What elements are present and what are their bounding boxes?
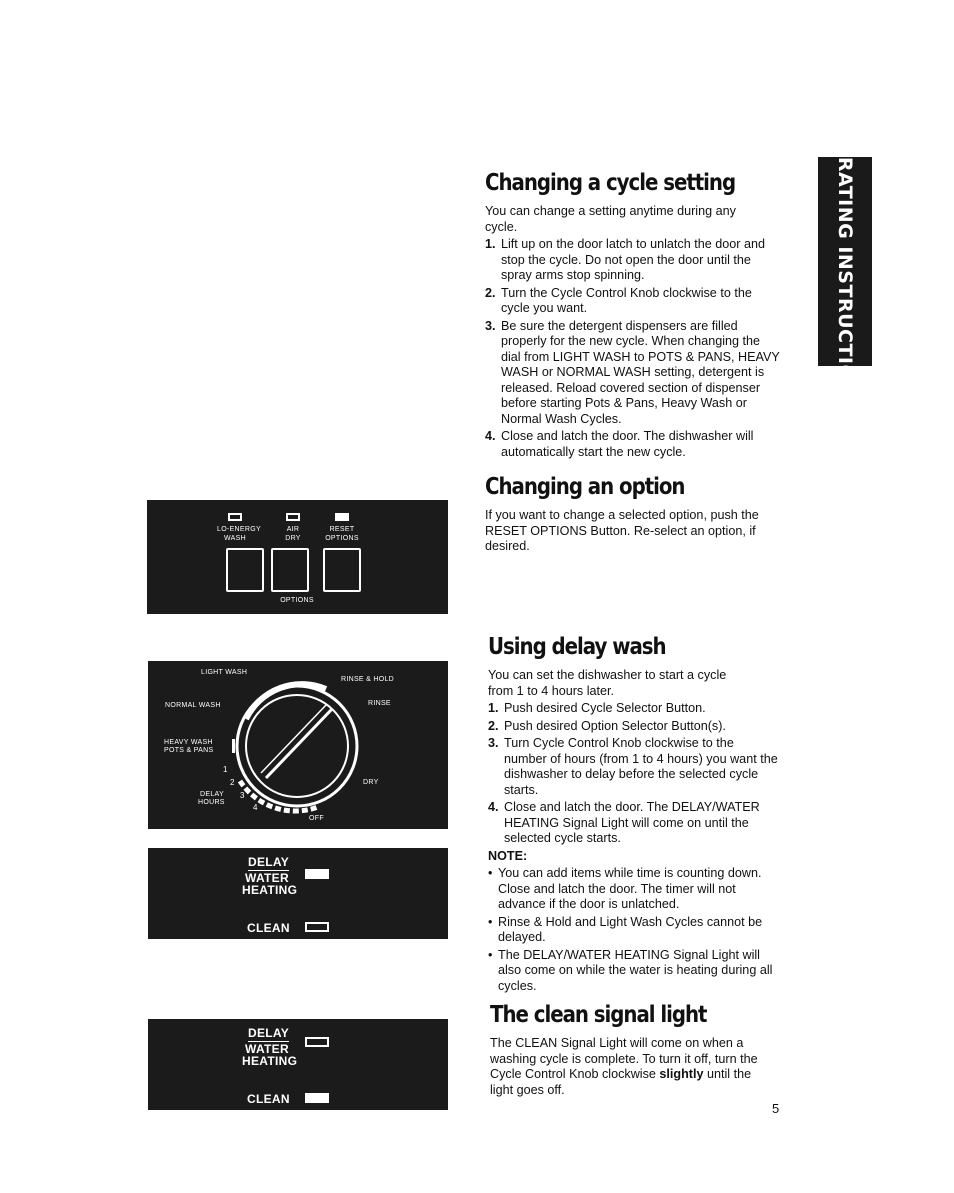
list-item: 4. Close and latch the door. The DELAY/WATER HEATING Signal Light will come on until the selected cycle starts. — [488, 800, 760, 845]
delay-label: DELAY — [248, 855, 290, 869]
list-item: • Rinse & Hold and Light Wash Cycles cannot be delayed. — [488, 914, 763, 944]
section-side-tab — [818, 111, 872, 412]
changing-cycle-intro: You can change a setting anytime during any cycle. — [485, 204, 736, 234]
changing-cycle-title: Changing a cycle setting — [485, 170, 736, 196]
water-label: WATER — [245, 1042, 289, 1056]
clean-signal-text: The CLEAN Signal Light will come on when a washing cycle is complete. To turn it off, turn the Cycle Control Knob clockwise slightly until the light goes off. — [490, 1036, 758, 1097]
delay-water-heating-light-icon — [305, 869, 329, 879]
dial-light-wash-label: LIGHT WASH — [201, 669, 248, 676]
list-item: 2. Turn the Cycle Control Knob clockwise to the cycle you want. — [485, 285, 752, 315]
air-dry-indicator-icon — [286, 513, 300, 521]
dial-hours-label: HOURS — [198, 799, 225, 806]
delay-wash-section — [488, 634, 788, 996]
side-tab-label: OPERATING INSTRUCTIONS — [834, 111, 856, 412]
reset-options-button[interactable] — [323, 548, 361, 592]
signal-panel-delay-on — [148, 848, 448, 939]
dial-off-label: OFF — [309, 815, 324, 822]
list-item: 4. Close and latch the door. The dishwasher will automatically start the new cycle. — [485, 429, 754, 459]
list-item: 3. Be sure the detergent dispensers are filled properly for the new cycle. When changing the dial from LIGHT WASH to POTS & PANS, HEAVY WASH or NORMAL WASH setting, detergent is released. Reload covered section of dispenser before starting Pots & Pans, Heavy Wash or Normal Wash Cycles. — [485, 318, 780, 426]
lo-energy-wash-button[interactable] — [226, 548, 264, 592]
options-panel-illustration — [147, 500, 448, 614]
list-item: • You can add items while time is counting down. Close and latch the door. The timer will not advance if the door is unlatched. — [488, 866, 762, 911]
dial-pointer — [266, 709, 332, 778]
options-footer-label: OPTIONS — [280, 597, 314, 604]
cycle-dial-panel-illustration — [148, 661, 448, 829]
clean-signal-section — [490, 1002, 780, 1098]
dial-hour-1-label: 1 — [223, 765, 228, 774]
changing-cycle-section — [485, 170, 785, 462]
note-label: NOTE: — [488, 848, 528, 863]
water-label: WATER — [245, 871, 289, 885]
dial-rinse-hold-label: RINSE & HOLD — [341, 676, 394, 683]
changing-cycle-steps — [485, 237, 780, 460]
dial-hour-4-label: 4 — [253, 803, 258, 812]
clean-light-icon — [305, 922, 329, 932]
page-number: 5 — [772, 1101, 780, 1116]
dial-pointer-edge — [261, 704, 327, 773]
delay-wash-intro: You can set the dishwasher to start a cycle from 1 to 4 hours later. — [488, 668, 727, 698]
dial-pots-pans-label: POTS & PANS — [164, 747, 214, 754]
dial-hour-3-label: 3 — [240, 791, 245, 800]
list-item: 3. Turn Cycle Control Knob clockwise to the number of hours (from 1 to 4 hours) you want the dishwasher to delay before the selected cycle starts. — [488, 736, 778, 797]
clean-label: CLEAN — [247, 921, 290, 935]
heating-label: HEATING — [242, 883, 298, 897]
dial-heavy-wash-label: HEAVY WASH — [164, 739, 213, 746]
heating-label: HEATING — [242, 1054, 298, 1068]
delay-wash-steps — [488, 701, 780, 847]
lo-energy-wash-label: LO-ENERGY WASH — [217, 526, 261, 542]
dial-hour-2-label: 2 — [230, 778, 235, 787]
lo-energy-indicator-icon — [228, 513, 242, 521]
dial-dry-label: DRY — [363, 779, 379, 786]
clean-light-icon — [305, 1093, 329, 1103]
list-item: 1. Push desired Cycle Selector Button. — [488, 701, 706, 715]
delay-wash-title: Using delay wash — [488, 634, 666, 660]
clean-signal-title: The clean signal light — [490, 1002, 707, 1028]
delay-label: DELAY — [248, 1026, 290, 1040]
signal-panel-clean-on — [148, 1019, 448, 1110]
reset-options-label: RESET OPTIONS — [325, 526, 359, 542]
air-dry-label: AIR DRY — [285, 526, 301, 542]
dial-normal-wash-label: NORMAL WASH — [165, 702, 221, 709]
dial-delay-label: DELAY — [200, 791, 224, 798]
delay-wash-notes — [488, 866, 780, 994]
clean-label: CLEAN — [247, 1092, 290, 1106]
changing-option-intro: If you want to change a selected option, push the RESET OPTIONS Button. Re-select an option, if desired. — [485, 508, 759, 553]
reset-options-indicator-icon — [335, 513, 349, 521]
changing-option-title: Changing an option — [485, 474, 685, 500]
list-item: 2. Push desired Option Selector Button(s). — [488, 718, 726, 733]
dial-heavy-wash-mark — [232, 739, 235, 753]
changing-option-section — [485, 474, 785, 555]
list-item: • The DELAY/WATER HEATING Signal Light will also come on while the water is heating during all cycles. — [488, 947, 773, 993]
air-dry-button[interactable] — [271, 548, 309, 592]
delay-water-heating-light-icon — [305, 1037, 329, 1047]
dial-rinse-label: RINSE — [368, 700, 391, 707]
list-item: 1. Lift up on the door latch to unlatch the door and stop the cycle. Do not open the door until the spray arms stop spinning. — [485, 237, 765, 282]
